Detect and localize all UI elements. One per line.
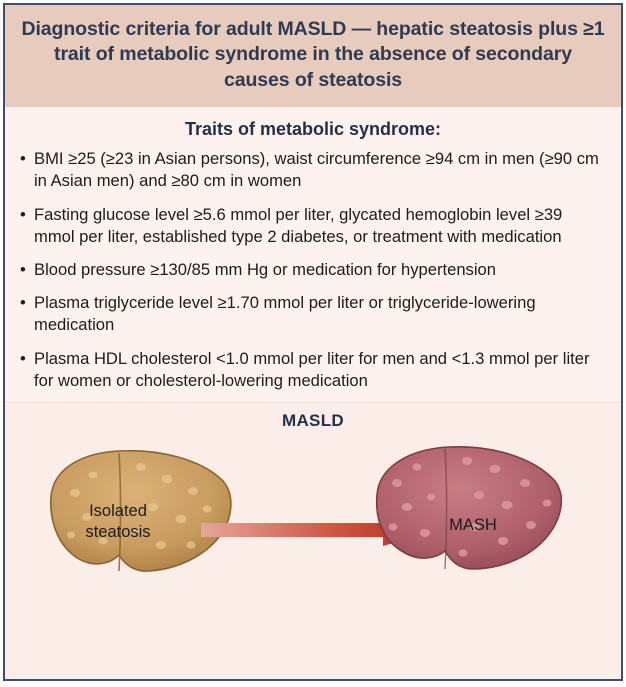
list-item xyxy=(19,292,607,336)
list-item-text: Blood pressure ≥130/85 mm Hg or medication for hypertension xyxy=(34,259,496,279)
liver-progression-illustration xyxy=(5,402,621,679)
list-item xyxy=(19,259,607,281)
list-item xyxy=(19,148,607,192)
bullet-icon: • xyxy=(20,259,26,279)
traits-list xyxy=(19,148,607,392)
list-item-text: BMI ≥25 (≥23 in Asian persons), waist circumference ≥94 cm in men (≥90 cm in Asian men) and ≥80 cm in women xyxy=(34,149,599,191)
masld-label: MASLD xyxy=(282,411,344,431)
left-liver-label xyxy=(43,501,193,542)
list-item xyxy=(19,204,607,248)
bullet-icon: • xyxy=(20,204,26,224)
left-liver-label-line2: steatosis xyxy=(85,522,151,541)
bullet-icon: • xyxy=(20,149,26,169)
diagnostic-criteria-figure xyxy=(3,3,623,681)
bullet-icon: • xyxy=(20,293,26,313)
metabolic-traits-section xyxy=(5,107,621,402)
list-item-text: Plasma triglyceride level ≥1.70 mmol per liter or triglyceride-lowering medication xyxy=(34,293,536,335)
figure-header-title: Diagnostic criteria for adult MASLD — hepatic steatosis plus ≥1 trait of metabolic syndrome in the absence of secondary causes of steatosis xyxy=(5,5,621,107)
left-liver-label-line1: Isolated xyxy=(89,502,147,521)
list-item xyxy=(19,348,607,392)
inflamed-liver-icon xyxy=(371,441,567,581)
traits-heading: Traits of metabolic syndrome: xyxy=(184,119,442,140)
list-item-text: Fasting glucose level ≥5.6 mmol per liter, glycated hemoglobin level ≥39 mmol per liter, established type 2 diabetes, or treatment with medication xyxy=(34,204,563,246)
right-liver-label: MASH xyxy=(449,516,497,535)
list-item-text: Plasma HDL cholesterol <1.0 mmol per liter for men and <1.3 mmol per liter for women or cholesterol-lowering medication xyxy=(34,348,590,390)
bullet-icon: • xyxy=(20,348,26,368)
